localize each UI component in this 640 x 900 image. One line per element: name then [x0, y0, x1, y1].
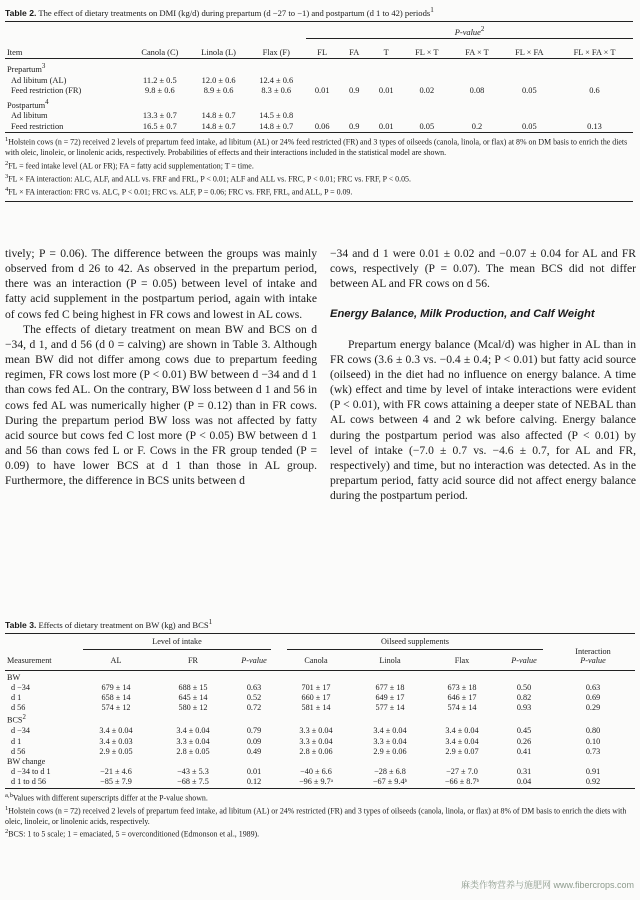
table-cell [338, 97, 370, 111]
column-header: Flax [454, 656, 470, 666]
table-cell: −40 ± 6.6 [300, 767, 332, 777]
table-cell: 13.3 ± 0.7 [142, 111, 177, 121]
watermark-text: 麻类作物营养与施肥网 www.fibercrops.com [460, 880, 634, 890]
table-cell: 0.29 [585, 703, 601, 713]
row-label [5, 777, 75, 787]
row-label-text: BW change [7, 756, 46, 766]
table-cell [556, 59, 633, 76]
table-cell: 649 ± 17 [375, 692, 405, 702]
table-cell: −43 ± 5.3 [177, 767, 209, 777]
footnote-mark: 3 [5, 172, 9, 180]
table-cell: 0.73 [585, 746, 601, 756]
table-cell: −68 ± 7.5 [177, 777, 209, 787]
footnote-text: FL × FA interaction: ALC, ALF, and ALL vs. FRF and FRL, P < 0.01; ALF and ALL vs. FRC, P < 0.01; FRC vs. FRF, P < 0.05. [8, 174, 411, 184]
table-cell: 0.50 [516, 682, 532, 692]
table-cell [306, 97, 338, 111]
table-cell [306, 111, 338, 122]
footnote [5, 135, 633, 158]
table-cell [129, 59, 191, 76]
table-row [5, 111, 633, 122]
section-heading: Energy Balance, Milk Production, and Calf Weight [330, 308, 595, 321]
table-cell: 0.45 [516, 726, 532, 736]
table-cell [338, 76, 370, 87]
table-cell [451, 59, 502, 76]
column-header: FL [317, 47, 328, 57]
table-cell: 3.3 ± 0.04 [373, 736, 407, 746]
table-cell: 12.0 ± 0.6 [201, 75, 236, 85]
footnote [5, 185, 633, 198]
table-cell: 9.8 ± 0.6 [144, 86, 175, 96]
row-label [5, 670, 75, 683]
table-cell [246, 59, 306, 76]
table-cell: 673 ± 18 [447, 682, 477, 692]
oilseed-header: Oilseed supplements [381, 636, 449, 646]
table-cell [427, 713, 497, 726]
row-label [5, 737, 75, 747]
table-cell [353, 670, 427, 683]
table-cell [556, 97, 633, 111]
table-cell: 679 ± 14 [101, 682, 131, 692]
footnote-text: BCS: 1 to 5 scale; 1 = emaciated, 5 = overconditioned (Edmonson et al., 1989). [8, 829, 260, 839]
table-cell [556, 76, 633, 87]
footnote-mark: a,b [5, 791, 13, 799]
table-cell: −96 ± 9.7ᵃ [299, 777, 333, 787]
table-cell: 3.4 ± 0.04 [99, 726, 133, 736]
table-cell: 574 ± 14 [447, 703, 477, 713]
table-row [5, 76, 633, 87]
footnote-mark: 2 [22, 714, 26, 722]
column-header: AL [110, 656, 122, 666]
table-cell: 0.69 [585, 692, 601, 702]
table-cell: 3.4 ± 0.04 [445, 726, 479, 736]
table-cell [157, 757, 229, 767]
paragraph: The effects of dietary treatment on mean BW and BCS on d −34, d 1, and d 56 (d 0 = calving) are shown in Table 3. Although mean BW did not differ among cows due to prepartum feeding regimen, FR cows lost more (P < 0.01) BW between d −34 and d 1 than cows fed AL. On the contrary, BW loss between d 1 and 56 in cows fed AL was numerically higher (P = 0.12) than in FR cows. During the prepartum period BW loss was not affected by fatty acid source but cows fed C lost more (P < 0.05) BW between d 1 and 56 than cows fed L or F. Cows in the FR group tended (P = 0.09) to have lower BCS at d 1 than those in AL group. Furthermore, the difference in BCS units between d [5, 322, 317, 488]
table-cell: −66 ± 8.7ᵇ [444, 777, 480, 787]
table-cell: 2.8 ± 0.05 [176, 746, 210, 756]
table-cell [402, 76, 451, 87]
table-cell [451, 97, 502, 111]
table-cell: 3.4 ± 0.04 [176, 726, 210, 736]
table-cell: 0.01 [246, 767, 262, 777]
footnote-mark: 2 [5, 828, 9, 835]
table-cell: 0.91 [585, 767, 601, 777]
table-cell [402, 59, 451, 76]
table-cell [306, 59, 338, 76]
column-header: Flax (F) [262, 47, 290, 57]
table-cell: −85 ± 7.9 [100, 777, 132, 787]
table-2-grid: P-value$^2$ Item Canola (C) Linola (L) Flax (F) FL FA T FL × T FA × T FL × FA FL × FA × T Prepartum$^3$ Ad libitum (AL) 11.2 ± 0.5 12.0 ± 0.6 12.4 ± 0.6 Feed restriction (FR) 9.8 ± 0.6 8.9 ± 0.6 8.3 ± 0.6 0.01 0.9 0.01 0.02 0.08 0.05 0.6 Postpartum$^4$ Ad libitum 13.3 ± 0.7 14.8 ± 0.7 14.5 ± 0.8 Feed restriction 16.5 ± 0.7 14.8 ± 0.7 14.8 ± 0.7 0.06 0.9 0.01 0.05 0.2 0.05 0.13 [5, 22, 633, 133]
table-row [5, 683, 635, 693]
level-of-intake-header: Level of intake [152, 636, 202, 646]
table-cell [129, 97, 191, 111]
table-cell: 0.01 [314, 86, 330, 96]
footnote-mark: 4 [45, 97, 49, 106]
row-label [5, 122, 129, 133]
left-text-column [5, 246, 317, 489]
row-label-text: d 56 [11, 703, 26, 713]
table-cell: 0.72 [246, 703, 262, 713]
row-label-text: d −34 [11, 726, 30, 736]
table-cell [157, 713, 229, 726]
table-row [5, 726, 635, 736]
row-label-text: d 56 [11, 746, 26, 756]
row-label [5, 683, 75, 693]
table-cell [551, 670, 635, 683]
table-cell [497, 713, 551, 726]
table-cell [451, 111, 502, 122]
table-cell [451, 76, 502, 87]
table-3 [5, 618, 635, 840]
table-cell: 0.92 [585, 777, 601, 787]
table-cell [338, 111, 370, 122]
table-cell [191, 59, 247, 76]
table-cell: 0.9 [348, 121, 360, 131]
row-label [5, 703, 75, 713]
row-label [5, 97, 129, 111]
table-row [5, 747, 635, 757]
row-label [5, 86, 129, 97]
table-cell [427, 757, 497, 767]
row-label [5, 767, 75, 777]
table-cell: 577 ± 14 [375, 703, 405, 713]
table-cell [402, 111, 451, 122]
table-cell: 14.8 ± 0.7 [201, 121, 236, 131]
table-cell: 701 ± 17 [301, 682, 331, 692]
table-cell [551, 757, 635, 767]
table-cell: 14.5 ± 0.8 [259, 111, 294, 121]
table-row [5, 122, 633, 133]
footnote [5, 172, 633, 185]
table-cell [75, 713, 157, 726]
table-row [5, 97, 633, 111]
column-header: P-value [241, 656, 267, 666]
table-cell [229, 670, 279, 683]
column-header: FL × T [415, 47, 439, 57]
table-cell: 0.82 [516, 692, 532, 702]
table-row [5, 757, 635, 767]
table-cell: 646 ± 17 [447, 692, 477, 702]
table-cell: 0.05 [419, 121, 435, 131]
column-header: FA × T [465, 47, 489, 57]
table-cell: 0.05 [521, 86, 537, 96]
table-cell: 3.4 ± 0.03 [99, 736, 133, 746]
table-cell: 660 ± 17 [301, 692, 331, 702]
row-label-text: d 1 to d 56 [11, 777, 47, 787]
table-cell: 0.12 [246, 777, 262, 787]
footnote-mark: 1 [5, 804, 9, 812]
table-row [5, 693, 635, 703]
table-cell: 688 ± 15 [178, 682, 208, 692]
footnote [5, 827, 635, 840]
table-cell [503, 97, 556, 111]
row-label [5, 757, 75, 767]
footnote-text: Values with different superscripts differ at the P-value shown. [12, 793, 208, 803]
table-cell: −28 ± 6.8 [374, 767, 406, 777]
table-cell: 0.41 [516, 746, 532, 756]
footnote-text: FL = feed intake level (AL or FR); FA = fatty acid supplementation; T = time. [8, 161, 254, 171]
table-cell: 3.3 ± 0.04 [299, 736, 333, 746]
table-cell: 0.01 [378, 86, 394, 96]
table-cell [229, 713, 279, 726]
footnote-text: Holstein cows (n = 72) received 2 levels of prepartum feed intake, ad libitum (AL) or 24% restricted (FR) and 3 types of oilseeds (canola, linola, or flax) at 8% of DM basis to enrich the diets with oleic, linoleic, or linolenic acids, respectively. [5, 806, 627, 826]
column-header: FL × FA × T [573, 47, 616, 57]
column-header: FR [187, 656, 198, 666]
paragraph: −34 and d 1 were 0.01 ± 0.02 and −0.07 ± 0.04 for AL and FR cows, respectively (P = 0.07). The mean BCS did not differ between AL and FR cows on d 56. [330, 247, 636, 291]
table-cell: 3.3 ± 0.04 [176, 736, 210, 746]
table-cell: 0.49 [246, 746, 262, 756]
footnote-mark: 4 [5, 185, 9, 193]
table-cell: 0.09 [246, 736, 262, 746]
table-cell [370, 97, 402, 111]
row-label-text: BCS [7, 716, 23, 726]
table-cell: 677 ± 18 [375, 682, 405, 692]
pvalue-header: P-value [454, 27, 481, 37]
table-cell: −67 ± 9.4ᵇ [372, 777, 408, 787]
table-cell: 580 ± 12 [178, 703, 208, 713]
table-row [5, 703, 635, 713]
table-cell: 0.52 [246, 692, 262, 702]
row-label-text: Ad libitum (AL) [11, 75, 67, 85]
table-cell: 0.10 [585, 736, 601, 746]
table-cell: 11.2 ± 0.5 [143, 75, 177, 85]
footnote [5, 804, 635, 827]
row-label-text: Feed restriction [11, 121, 64, 131]
table-cell: 3.4 ± 0.04 [373, 726, 407, 736]
table-row [5, 737, 635, 747]
table-cell [497, 670, 551, 683]
table-row [5, 86, 633, 97]
table-cell [402, 97, 451, 111]
table-cell: 12.4 ± 0.6 [259, 75, 294, 85]
table-cell: 0.13 [587, 121, 602, 131]
table-cell [229, 757, 279, 767]
row-label-text: d −34 [11, 682, 30, 692]
table-cell [497, 757, 551, 767]
table-cell [338, 59, 370, 76]
table-cell: 2.9 ± 0.05 [99, 746, 133, 756]
table-cell [157, 670, 229, 683]
footnote [5, 159, 633, 172]
footnote-mark: 2 [5, 159, 9, 167]
row-label [5, 747, 75, 757]
table-cell: 3.3 ± 0.04 [299, 726, 333, 736]
table-cell: 8.9 ± 0.6 [203, 86, 234, 96]
row-label [5, 111, 129, 122]
table-cell [551, 713, 635, 726]
row-label [5, 713, 75, 726]
row-label-text: d 1 [11, 692, 22, 702]
table-cell [370, 76, 402, 87]
column-header: FL × FA [515, 47, 544, 57]
table-cell: 0.93 [516, 703, 532, 713]
table-cell: 0.63 [585, 682, 601, 692]
column-header: Linola [379, 656, 401, 666]
table-cell: −27 ± 7.0 [446, 767, 478, 777]
table-cell: 0.2 [471, 121, 483, 131]
table-3-caption: Table 3. Effects of dietary treatment on BW (kg) and BCS$^1$ [5, 618, 213, 630]
table-cell: 2.8 ± 0.06 [299, 746, 333, 756]
row-label [5, 726, 75, 736]
footnote-mark: 1 [5, 136, 9, 144]
column-header: P-value [511, 656, 537, 666]
right-text-column [330, 246, 636, 503]
table-row [5, 767, 635, 777]
paragraph: Prepartum energy balance (Mcal/d) was higher in AL than in FR cows (3.6 ± 0.3 vs. −0.4 ± 0.4; P < 0.01) but fatty acid source (oilseed) in the diet had no influence on energy balance. A time (wk) effect and time by level of intake interactions were evident (P < 0.01), with FR cows attaining a deeper state of NEBAL than AL cows between 4 and 2 wk before calving. Energy balance during the postpartum period was also affected (P < 0.01) by level of intake (−7.0 ± 0.7 vs. −4.6 ± 0.7, for AL and FR, respectively) and time, but no interaction was detected. As in the prepartum period, fatty acid source did not affect energy balance during the postpartum period. [330, 337, 636, 503]
table-cell [75, 670, 157, 683]
row-label-text: Ad libitum [11, 111, 48, 121]
footnote-mark: 3 [41, 62, 46, 71]
table-cell: 0.02 [419, 86, 435, 96]
column-header: Canola (C) [141, 47, 179, 57]
table-cell [353, 713, 427, 726]
table-cell: 0.04 [516, 777, 532, 787]
table-cell: 14.8 ± 0.7 [259, 121, 294, 131]
table-cell: 0.05 [521, 121, 537, 131]
footnote [5, 791, 635, 804]
table-cell [353, 757, 427, 767]
table-cell: 2.9 ± 0.06 [373, 746, 407, 756]
paragraph: tively; P = 0.06). The difference between the groups was mainly observed from d 26 to 42. As observed in the prepartum period, there was an interaction (P = 0.05) between level of intake and fatty acid supplement in the postpartum period, again with intake of cows fed C being highest in FR cows and lowest in AL cows. [5, 247, 317, 321]
row-label-text: Feed restriction (FR) [11, 86, 82, 96]
table-cell: 581 ± 14 [301, 703, 331, 713]
table-cell: −21 ± 4.6 [100, 767, 132, 777]
row-label-text: Prepartum [7, 65, 42, 75]
footnote-text: Holstein cows (n = 72) received 2 levels of prepartum feed intake, ad libitum (AL) or 24% feed restricted (FR) and 3 types of oilseeds (canola, linola, or flax) at 8% on DM basis to enrich the diets with oleic, linoleic, or linolenic acids, respectively. Probabilities of effects and their interactions included in the statistical model are shown. [5, 138, 628, 158]
table-cell: 14.8 ± 0.7 [201, 111, 236, 121]
column-header: Item [7, 47, 23, 57]
table-cell: 0.26 [516, 736, 532, 746]
table-cell: 0.79 [246, 726, 262, 736]
table-cell: 16.5 ± 0.7 [142, 121, 177, 131]
table-cell: 574 ± 12 [101, 703, 131, 713]
table-cell [279, 713, 353, 726]
table-cell [503, 76, 556, 87]
table-cell [503, 59, 556, 76]
table-cell [246, 97, 306, 111]
column-header: T [383, 47, 389, 57]
table-3-footnotes [5, 791, 635, 841]
table-cell: 645 ± 14 [178, 692, 208, 702]
table-cell [556, 111, 633, 122]
table-cell [191, 97, 247, 111]
row-label-text: d −34 to d 1 [11, 767, 51, 777]
table-cell: 0.01 [378, 121, 394, 131]
interaction-pvalue-header: P-value [580, 656, 606, 666]
table-row [5, 713, 635, 726]
table-cell [279, 757, 353, 767]
table-cell: 0.06 [314, 121, 330, 131]
table-row [5, 59, 633, 76]
table-2 [5, 6, 633, 202]
table-cell [75, 757, 157, 767]
column-header: FA [349, 47, 360, 57]
table-2-caption: Table 2. The effect of dietary treatments on DMI (kg/d) during prepartum (d −27 to −1) and postpartum (d 1 to 42) periods$^1$ [5, 6, 434, 18]
row-label [5, 693, 75, 703]
table-cell [503, 111, 556, 122]
table-cell: 8.3 ± 0.6 [261, 86, 292, 96]
column-header: Canola [304, 656, 328, 666]
table-cell: 0.63 [246, 682, 262, 692]
column-header: Linola (L) [201, 47, 236, 57]
table-cell: 0.80 [585, 726, 601, 736]
table-cell [279, 670, 353, 683]
column-header: Measurement [7, 656, 52, 666]
table-cell: 3.4 ± 0.04 [445, 736, 479, 746]
row-label [5, 59, 129, 76]
table-row [5, 777, 635, 787]
row-label [5, 76, 129, 87]
table-cell: 0.31 [516, 767, 532, 777]
table-cell [427, 670, 497, 683]
table-cell: 0.6 [589, 86, 600, 96]
table-row [5, 670, 635, 683]
row-label-text: Postpartum [7, 100, 46, 110]
table-cell [306, 76, 338, 87]
row-label-text: BW [7, 672, 21, 682]
table-3-grid: Level of intake Oilseed supplements Interaction Measurement AL FR P-value Canola Linola Flax P-value P-value BW d −34 679 ± 14 688 ± 15 0.63 701 ± 17 677 ± 18 673 ± 18 0.50 0.63 d 1 658 ± 14 645 ± 14 0.52 660 ± 17 649 ± 17 646 ± 17 0.82 0.69 d 56 574 ± 12 580 ± 12 0.72 581 ± 14 577 ± 14 574 ± 14 0.93 0.29 BCS$^2$ d −34 3.4 ± 0.04 3.4 ± 0.04 0.79 3.3 ± 0.04 3.4 ± 0.04 3.4 ± 0.04 0.45 0.80 d 1 3.4 ± 0.03 3.3 ± 0.04 0.09 3.3 ± 0.04 3.3 ± 0.04 3.4 ± 0.04 0.26 0.10 d 56 2.9 ± 0.05 2.8 ± 0.05 0.49 2.8 ± 0.06 2.9 ± 0.06 2.9 ± 0.07 0.41 0.73 BW change d −34 to d 1 −21 ± 4.6 −43 ± 5.3 0.01 −40 ± 6.6 −28 ± 6.8 −27 ± 7.0 0.31 0.91 d 1 to d 56 −85 ± 7.9 −68 ± 7.5 0.12 −96 ± 9.7ᵃ −67 ± 9.4ᵇ −66 ± 8.7ᵇ 0.04 0.92 [5, 634, 635, 788]
table-cell: 0.9 [348, 86, 360, 96]
table-cell: 658 ± 14 [101, 692, 131, 702]
table-2-footnotes [5, 135, 633, 198]
row-label-text: d 1 [11, 736, 22, 746]
table-cell: 2.9 ± 0.07 [445, 746, 479, 756]
footnote-text: FL × FA interaction: FRC vs. ALC, P < 0.01; FRC vs. ALF, P = 0.06; FRC vs. FRF, FRL, and ALL, P = 0.09. [8, 187, 353, 197]
table-cell [370, 59, 402, 76]
table-cell [370, 111, 402, 122]
table-cell: 0.08 [469, 86, 485, 96]
